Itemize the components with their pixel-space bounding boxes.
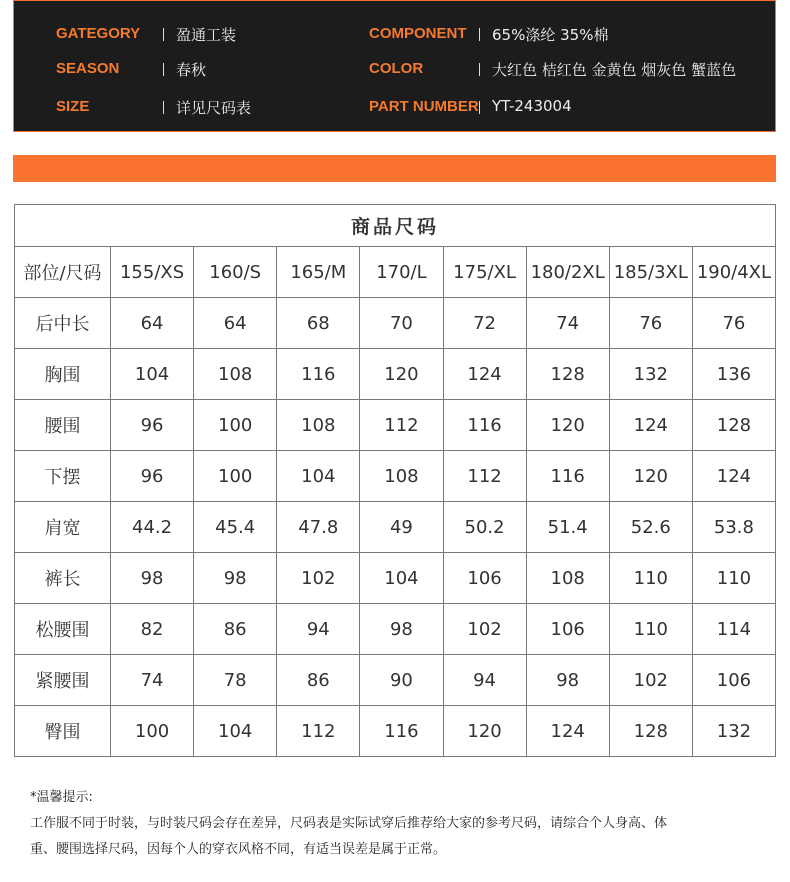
size-chart-table <box>14 204 776 757</box>
value-cell: 108 <box>277 400 360 451</box>
row-label: 下摆 <box>15 451 111 502</box>
row-label: 紧腰围 <box>15 655 111 706</box>
table-row <box>15 553 776 604</box>
row-label: 胸围 <box>15 349 111 400</box>
value-cell: 116 <box>526 451 609 502</box>
table-title: 商品尺码 <box>15 205 776 247</box>
value-cell: 120 <box>360 349 443 400</box>
value-cell: 98 <box>526 655 609 706</box>
info-label: GATEGORY <box>56 25 141 42</box>
value-cell: 98 <box>194 553 277 604</box>
value-cell: 106 <box>526 604 609 655</box>
value-cell: 100 <box>111 706 194 757</box>
value-cell: 47.8 <box>277 502 360 553</box>
value-cell: 104 <box>111 349 194 400</box>
value-cell: 124 <box>443 349 526 400</box>
header-cell: 部位/尺码 <box>15 247 111 298</box>
value-cell: 116 <box>277 349 360 400</box>
row-label: 肩宽 <box>15 502 111 553</box>
value-cell: 106 <box>443 553 526 604</box>
value-cell: 78 <box>194 655 277 706</box>
value-cell: 110 <box>609 604 692 655</box>
row-label: 裤长 <box>15 553 111 604</box>
note-line: 重、腰围选择尺码，因每个人的穿衣风格不同，有适当误差是属于正常。 <box>30 842 447 857</box>
value-cell: 68 <box>277 298 360 349</box>
info-label: COMPONENT <box>369 25 467 42</box>
value-cell: 132 <box>609 349 692 400</box>
value-cell: 50.2 <box>443 502 526 553</box>
value-cell: 44.2 <box>111 502 194 553</box>
value-cell: 102 <box>443 604 526 655</box>
value-cell: 112 <box>360 400 443 451</box>
orange-divider-bar <box>13 155 776 182</box>
value-cell: 53.8 <box>692 502 775 553</box>
value-cell: 64 <box>194 298 277 349</box>
value-cell: 70 <box>360 298 443 349</box>
value-cell: 128 <box>609 706 692 757</box>
table-row <box>15 706 776 757</box>
value-cell: 74 <box>526 298 609 349</box>
value-cell: 124 <box>526 706 609 757</box>
header-cell: 165/M <box>277 247 360 298</box>
separator <box>479 101 480 114</box>
table-row <box>15 451 776 502</box>
value-cell: 114 <box>692 604 775 655</box>
info-value: 盈通工装 <box>176 26 237 44</box>
table-row <box>15 502 776 553</box>
header-cell: 185/3XL <box>609 247 692 298</box>
row-label: 松腰围 <box>15 604 111 655</box>
value-cell: 96 <box>111 451 194 502</box>
value-cell: 112 <box>443 451 526 502</box>
separator <box>163 28 164 41</box>
header-cell: 190/4XL <box>692 247 775 298</box>
table-row <box>15 349 776 400</box>
value-cell: 128 <box>526 349 609 400</box>
value-cell: 49 <box>360 502 443 553</box>
info-label: COLOR <box>369 60 424 77</box>
info-value: 65%涤纶 35%棉 <box>492 26 609 44</box>
value-cell: 98 <box>111 553 194 604</box>
table-row <box>15 655 776 706</box>
value-cell: 86 <box>277 655 360 706</box>
value-cell: 136 <box>692 349 775 400</box>
value-cell: 100 <box>194 400 277 451</box>
value-cell: 116 <box>360 706 443 757</box>
value-cell: 86 <box>194 604 277 655</box>
value-cell: 108 <box>526 553 609 604</box>
value-cell: 108 <box>194 349 277 400</box>
header-row <box>15 247 776 298</box>
value-cell: 120 <box>526 400 609 451</box>
value-cell: 76 <box>692 298 775 349</box>
row-label: 后中长 <box>15 298 111 349</box>
table-row <box>15 400 776 451</box>
value-cell: 104 <box>277 451 360 502</box>
value-cell: 76 <box>609 298 692 349</box>
product-info-panel <box>13 0 776 132</box>
value-cell: 102 <box>277 553 360 604</box>
separator <box>163 63 164 76</box>
value-cell: 100 <box>194 451 277 502</box>
value-cell: 94 <box>277 604 360 655</box>
value-cell: 120 <box>609 451 692 502</box>
note-title: *温馨提示: <box>30 790 93 805</box>
info-label: PART NUMBER <box>369 98 479 115</box>
separator <box>479 28 480 41</box>
value-cell: 74 <box>111 655 194 706</box>
value-cell: 82 <box>111 604 194 655</box>
value-cell: 72 <box>443 298 526 349</box>
value-cell: 104 <box>360 553 443 604</box>
header-cell: 160/S <box>194 247 277 298</box>
value-cell: 132 <box>692 706 775 757</box>
value-cell: 110 <box>692 553 775 604</box>
value-cell: 104 <box>194 706 277 757</box>
value-cell: 52.6 <box>609 502 692 553</box>
value-cell: 45.4 <box>194 502 277 553</box>
row-label: 腰围 <box>15 400 111 451</box>
table-row <box>15 298 776 349</box>
value-cell: 116 <box>443 400 526 451</box>
value-cell: 98 <box>360 604 443 655</box>
table-row <box>15 604 776 655</box>
value-cell: 96 <box>111 400 194 451</box>
value-cell: 102 <box>609 655 692 706</box>
value-cell: 128 <box>692 400 775 451</box>
info-value: 春秋 <box>176 61 207 79</box>
header-cell: 180/2XL <box>526 247 609 298</box>
value-cell: 108 <box>360 451 443 502</box>
value-cell: 110 <box>609 553 692 604</box>
header-cell: 175/XL <box>443 247 526 298</box>
value-cell: 90 <box>360 655 443 706</box>
info-value: 详见尺码表 <box>176 99 252 117</box>
value-cell: 112 <box>277 706 360 757</box>
row-label: 臀围 <box>15 706 111 757</box>
value-cell: 51.4 <box>526 502 609 553</box>
note-line: 工作服不同于时装，与时装尺码会存在差异，尺码表是实际试穿后推荐给大家的参考尺码，请综合个人身高、体 <box>30 816 668 831</box>
info-label: SEASON <box>56 60 120 77</box>
header-cell: 170/L <box>360 247 443 298</box>
header-cell: 155/XS <box>111 247 194 298</box>
value-cell: 64 <box>111 298 194 349</box>
value-cell: 124 <box>692 451 775 502</box>
separator <box>163 101 164 114</box>
value-cell: 124 <box>609 400 692 451</box>
separator <box>479 63 480 76</box>
value-cell: 106 <box>692 655 775 706</box>
value-cell: 94 <box>443 655 526 706</box>
info-value: 大红色 桔红色 金黄色 烟灰色 蟹蓝色 <box>492 61 737 79</box>
info-label: SIZE <box>56 98 90 115</box>
info-value: YT-243004 <box>492 97 572 115</box>
value-cell: 120 <box>443 706 526 757</box>
